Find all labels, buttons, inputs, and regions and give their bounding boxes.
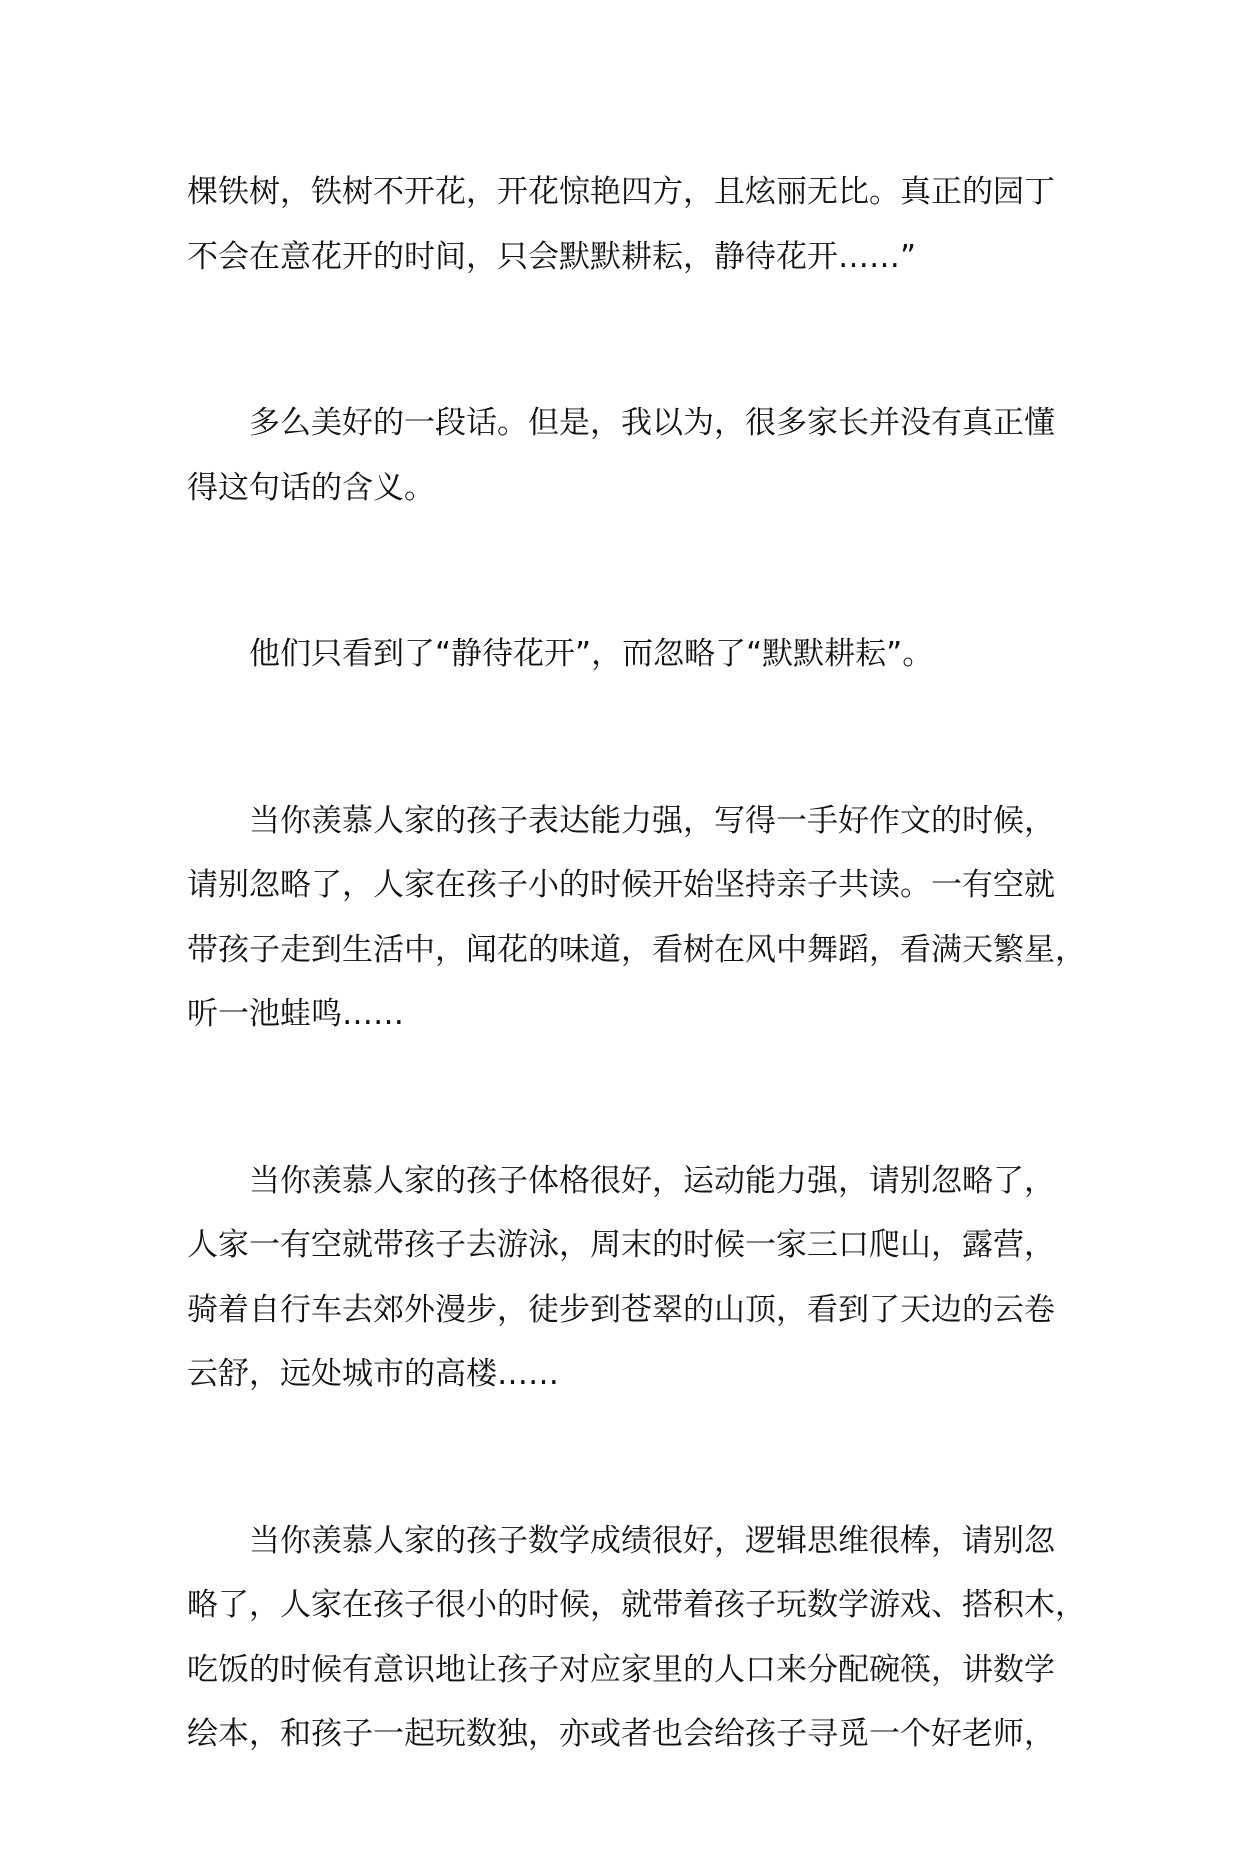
paragraph-2	[187, 391, 1067, 520]
text-line: 棵铁树，铁树不开花，开花惊艳四方，且炫丽无比。真正的园丁	[187, 174, 1055, 210]
text-line: 得这句话的含义。	[187, 469, 435, 506]
text-line: 他们只看到了“静待花开”，而忽略了“默默耕耘”。	[249, 636, 934, 672]
paragraph-3	[187, 622, 1067, 687]
text-line: 听一池蛙鸣……	[187, 996, 404, 1032]
text-line: 绘本，和孩子一起玩数独，亦或者也会给孩子寻觅一个好老师，	[187, 1716, 1055, 1752]
paragraph-1	[187, 160, 1067, 289]
text-line: 云舒，远处城市的高楼……	[187, 1356, 559, 1392]
text-line: 当你羡慕人家的孩子体格很好，运动能力强，请别忽略了，	[249, 1162, 1055, 1199]
document-body	[187, 160, 1086, 1869]
text-line: 骑着自行车去郊外漫步，徒步到苍翠的山顶，看到了天边的云卷	[187, 1291, 1055, 1328]
text-line: 不会在意花开的时间，只会默默耕耘，静待花开……”	[187, 238, 917, 275]
paragraph-4	[187, 789, 1086, 1047]
text-line: 带孩子走到生活中，闻花的味道，看树在风中舞蹈，看满天繁星，	[187, 931, 1086, 968]
text-line: 请别忽略了，人家在孩子小的时候开始坚持亲子共读。一有空就	[187, 867, 1055, 903]
text-line: 略了，人家在孩子很小的时候，就带着孩子玩数学游戏、搭积木，	[187, 1587, 1086, 1623]
text-line: 吃饭的时候有意识地让孩子对应家里的人口来分配碗筷，讲数学	[187, 1651, 1055, 1688]
text-line: 多么美好的一段话。但是，我以为，很多家长并没有真正懂	[249, 405, 1055, 441]
paragraph-6	[187, 1509, 1086, 1767]
text-line: 当你羡慕人家的孩子表达能力强，写得一手好作文的时候，	[249, 802, 1055, 839]
text-line: 当你羡慕人家的孩子数学成绩很好，逻辑思维很棒，请别忽	[249, 1522, 1055, 1559]
paragraph-5	[187, 1149, 1067, 1407]
text-line: 人家一有空就带孩子去游泳，周末的时候一家三口爬山，露营，	[187, 1227, 1055, 1263]
